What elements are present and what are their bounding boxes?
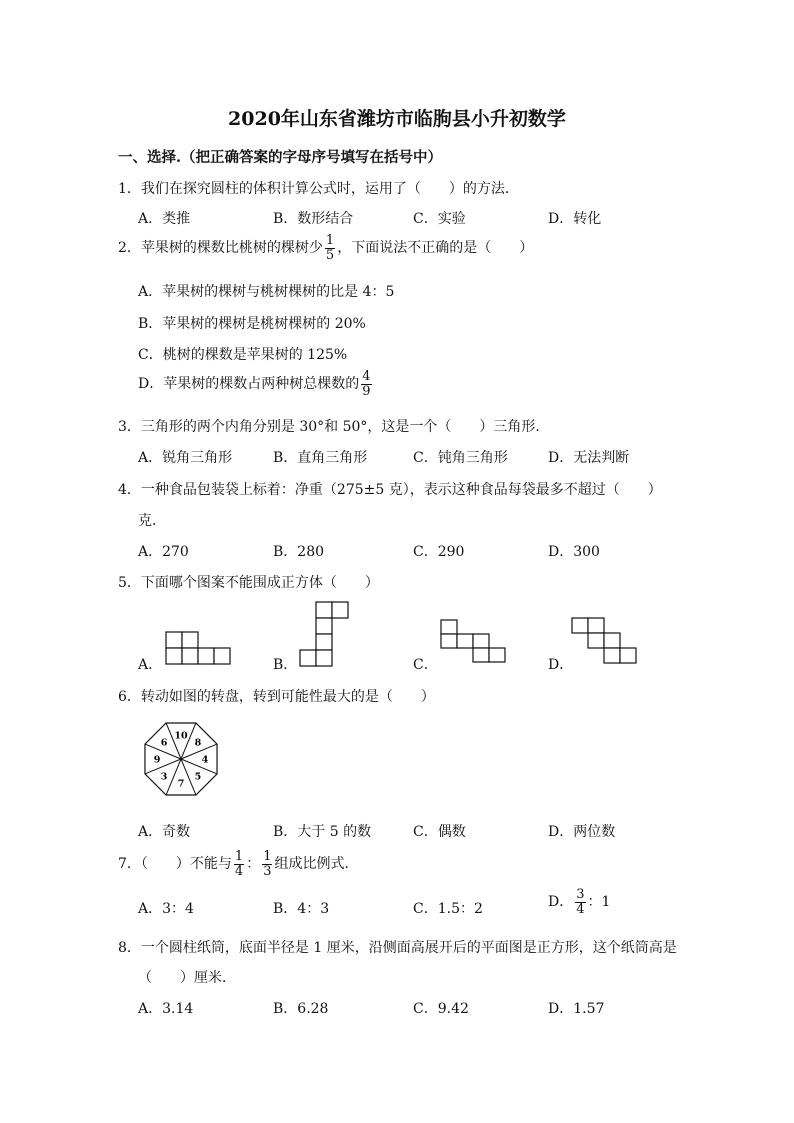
spinner-number: 7 [177, 778, 185, 790]
q7-d-fraction: $\frac{3}{4}$ [576, 887, 585, 917]
q3-option-c[interactable]: C．钝角三角形 [413, 450, 508, 466]
question-6-stem: 6．转动如图的转盘，转到可能性最大的是（ ） [118, 689, 435, 705]
q5-option-c[interactable]: C． [413, 657, 438, 673]
cube-net-d[interactable] [572, 618, 640, 664]
q6-option-a[interactable]: A．奇数 [138, 824, 191, 840]
q8-option-b[interactable]: B．6.28 [273, 1001, 329, 1017]
question-8-stem-cont: （ ）厘米． [138, 970, 236, 986]
q6-option-c[interactable]: C．偶数 [413, 824, 466, 840]
q5-option-d[interactable]: D． [548, 657, 574, 673]
spinner-number: 8 [194, 737, 202, 749]
q4-option-d[interactable]: D．300 [548, 544, 600, 560]
q4-option-a[interactable]: A．270 [138, 544, 189, 560]
spinner-number: 3 [160, 771, 168, 783]
q3-option-d[interactable]: D．无法判断 [548, 450, 630, 466]
q2-option-a[interactable]: A．苹果树的棵树与桃树棵树的比是 4：5 [138, 284, 395, 300]
q2-d-fraction: $\frac{4}{9}$ [362, 369, 371, 399]
question-5-stem: 5．下面哪个图案不能围成正方体（ ） [118, 575, 379, 591]
q4-option-b[interactable]: B．280 [273, 544, 325, 560]
q7-fraction-2: $\frac{1}{3}$ [263, 849, 272, 879]
question-7-stem: 7．（ ）不能与 $\frac{1}{4}$ ： $\frac{1}{3}$ 组成比例式． [118, 849, 359, 879]
cube-net-c[interactable] [441, 620, 509, 664]
spinner-wheel [140, 718, 222, 800]
q7-option-a[interactable]: A．3：4 [138, 901, 194, 917]
spinner-number: 5 [194, 771, 202, 783]
q1-option-a[interactable]: A．类推 [138, 211, 191, 227]
q6-option-b[interactable]: B．大于 5 的数 [273, 824, 372, 840]
q2-stem-part2: ，下面说法不正确的是（ ） [337, 240, 534, 257]
q4-option-c[interactable]: C．290 [413, 544, 465, 560]
q3-option-a[interactable]: A．锐角三角形 [138, 450, 233, 466]
spinner-number: 6 [160, 737, 168, 749]
question-2-stem [118, 234, 533, 262]
q5-option-a[interactable]: A． [138, 657, 163, 673]
question-8-stem: 8．一个圆柱纸筒，底面半径是 1 厘米，沿侧面高展开后的平面图是正方形，这个纸筒高是 [118, 940, 677, 956]
question-4-stem: 4．一种食品包装袋上标着：净重（275±5 克），表示这种食品每袋最多不超过（ ） [118, 482, 662, 498]
q2-option-c[interactable]: C．桃树的棵数是苹果树的 125% [138, 347, 348, 363]
question-1-stem: 1．我们在探究圆柱的体积计算公式时，运用了（ ）的方法． [118, 181, 519, 197]
spinner-number: 4 [201, 754, 209, 766]
section-heading: 一、选择.（把正确答案的字母序号填写在括号中） [118, 149, 443, 166]
q7-option-c[interactable]: C．1.5：2 [413, 901, 483, 917]
q2-option-d[interactable]: D．苹果树的棵数占两种树总棵数的 $\frac{4}{9}$ [138, 369, 371, 399]
cube-net-b[interactable] [300, 602, 352, 666]
q1-option-d[interactable]: D．转化 [548, 211, 602, 227]
question-4-stem-cont: 克． [138, 513, 166, 529]
q1-option-b[interactable]: B．数形结合 [273, 211, 354, 227]
q7-option-d[interactable]: D． $\frac{3}{4}$ ：1 [548, 887, 611, 917]
page-title: 2020年山东省潍坊市临朐县小升初数学 [228, 108, 566, 130]
cube-net-a[interactable] [166, 632, 234, 666]
spinner-number: 10 [174, 730, 188, 742]
q2-option-b[interactable]: B．苹果树的棵树是桃树棵树的 20% [138, 316, 366, 332]
q8-option-a[interactable]: A．3.14 [138, 1001, 194, 1017]
q7-fraction-1: $\frac{1}{4}$ [234, 849, 244, 879]
q7-option-b[interactable]: B．4：3 [273, 901, 330, 917]
q8-option-c[interactable]: C．9.42 [413, 1001, 469, 1017]
q6-option-d[interactable]: D．两位数 [548, 824, 616, 840]
q1-option-c[interactable]: C．实验 [413, 211, 466, 227]
q8-option-d[interactable]: D．1.57 [548, 1001, 605, 1017]
q2-stem-part1: 2．苹果树的棵数比桃树的棵树少 [118, 240, 323, 257]
q2-fraction: $\frac{1}{5}$ [325, 233, 335, 263]
q5-option-b[interactable]: B． [273, 657, 298, 673]
question-3-stem: 3．三角形的两个内角分别是 30°和 50°，这是一个（ ）三角形． [118, 419, 550, 435]
q3-option-b[interactable]: B．直角三角形 [273, 450, 368, 466]
spinner-number: 9 [153, 754, 161, 766]
